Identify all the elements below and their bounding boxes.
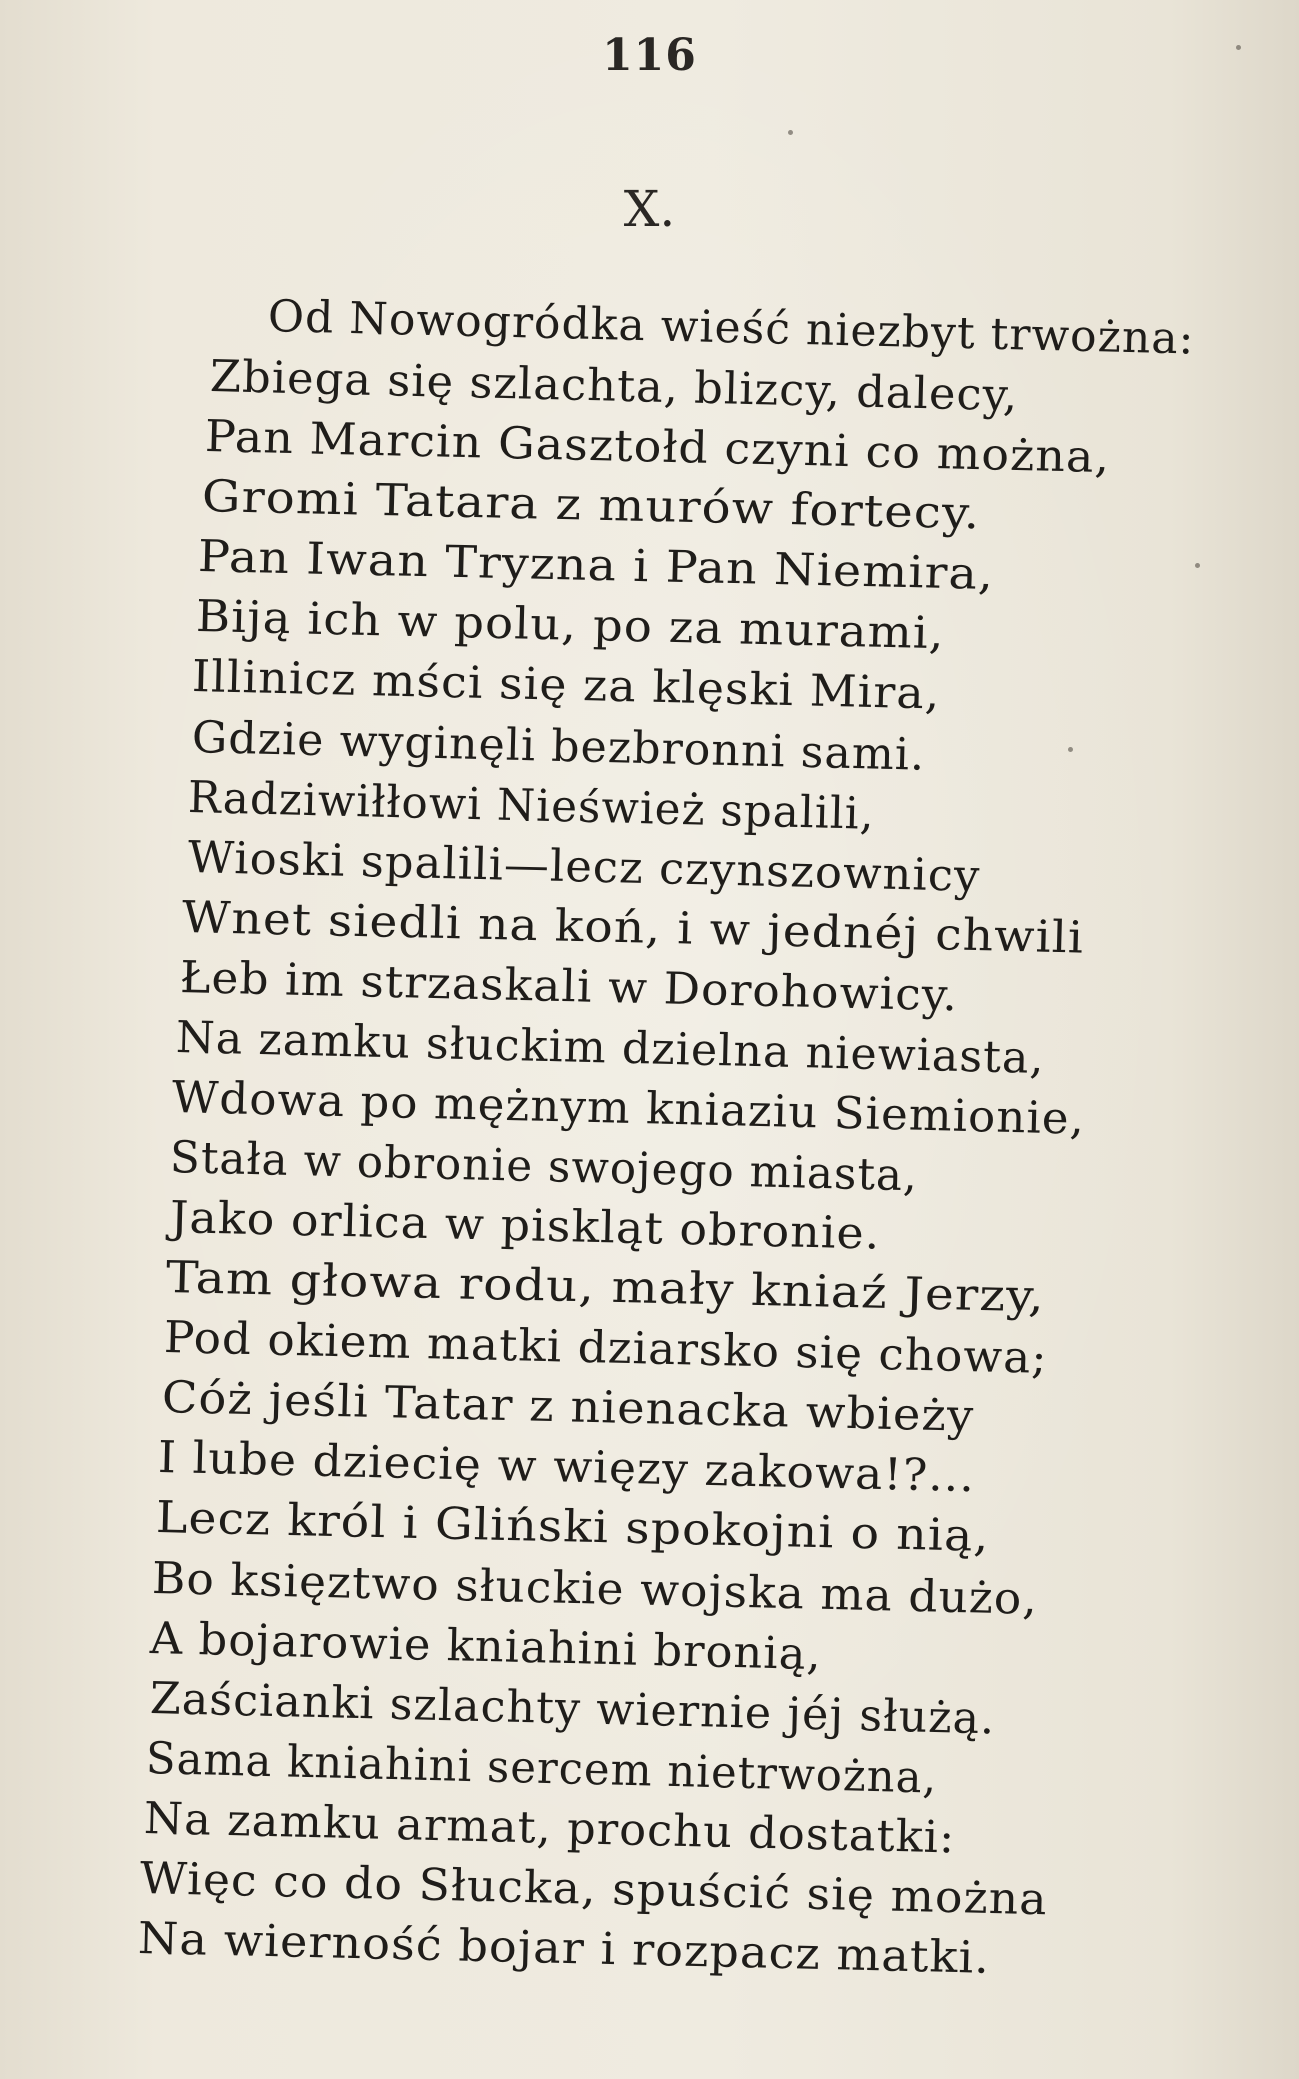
verse-line: Na zamku armat, prochu dostatki: — [143, 1793, 956, 1864]
verse-line: Zaścianki szlachty wiernie jéj służą. — [149, 1673, 996, 1745]
verse-line: Na zamku słuckim dzielna niewiasta, — [175, 1012, 1046, 1085]
verse-line: Na wierność bojar i rozpacz matki. — [137, 1913, 991, 1984]
paper-speck — [1236, 45, 1241, 50]
verse-line: Pod okiem matki dziarsko się chowa; — [163, 1312, 1049, 1384]
chapter-title: X. — [623, 180, 676, 238]
verse-line: Łeb im strzaskali w Dorohowicy. — [179, 952, 959, 1022]
verse-line: Biją ich w polu, po za murami, — [195, 591, 946, 660]
verse-line: A bojarowie kniahini bronią, — [149, 1613, 823, 1681]
paper-speck — [1195, 563, 1200, 568]
verse-line: Illinicz mści się za klęski Mira, — [191, 651, 941, 720]
verse-line: Sama kniahini sercem nietrwożna, — [145, 1733, 938, 1804]
verse-line: Gdzie wyginęli bezbronni sami. — [191, 712, 926, 781]
verse-line: Stała w obronie swojego miasta, — [169, 1132, 919, 1202]
verse-line: Tam głowa rodu, mały kniaź Jerzy, — [165, 1252, 1046, 1323]
verse-line: Zbiega się szlachta, blizcy, dalecy, — [209, 351, 1019, 422]
paper-speck — [788, 130, 793, 135]
verse-line: Jako orlica w piskląt obronie. — [169, 1192, 882, 1260]
verse-line: Wioski spalili—lecz czynszownicy — [187, 832, 982, 902]
verse-line: Pan Marcin Gasztołd czyni co można, — [204, 411, 1111, 484]
verse-line: Więc co do Słucka, spuścić się można — [139, 1853, 1049, 1926]
page-number: 116 — [602, 30, 697, 81]
verse-line: Radziwiłłowi Nieśwież spalili, — [187, 772, 876, 840]
verse-line: Cóż jeśli Tatar z nienacka wbieży — [161, 1372, 975, 1442]
paper-speck — [1068, 747, 1073, 752]
verse-line: Pan Iwan Tryzna i Pan Niemira, — [197, 531, 995, 600]
verse-line: I lube dziecię w więzy zakowa!?... — [157, 1432, 976, 1503]
verse-line: Od Nowogródka wieść niezbyt trwożna: — [267, 291, 1196, 365]
verse-line: Wdowa po mężnym kniaziu Siemionie, — [171, 1072, 1086, 1145]
verse-line: Gromi Tatara z murów fortecy. — [201, 471, 982, 540]
verse-line: Wnet siedli na koń, i w jednéj chwili — [181, 892, 1085, 964]
verse-line: Bo księztwo słuckie wojska ma dużo, — [151, 1553, 1039, 1625]
verse-line: Lecz król i Gliński spokojni o nią, — [155, 1492, 991, 1562]
